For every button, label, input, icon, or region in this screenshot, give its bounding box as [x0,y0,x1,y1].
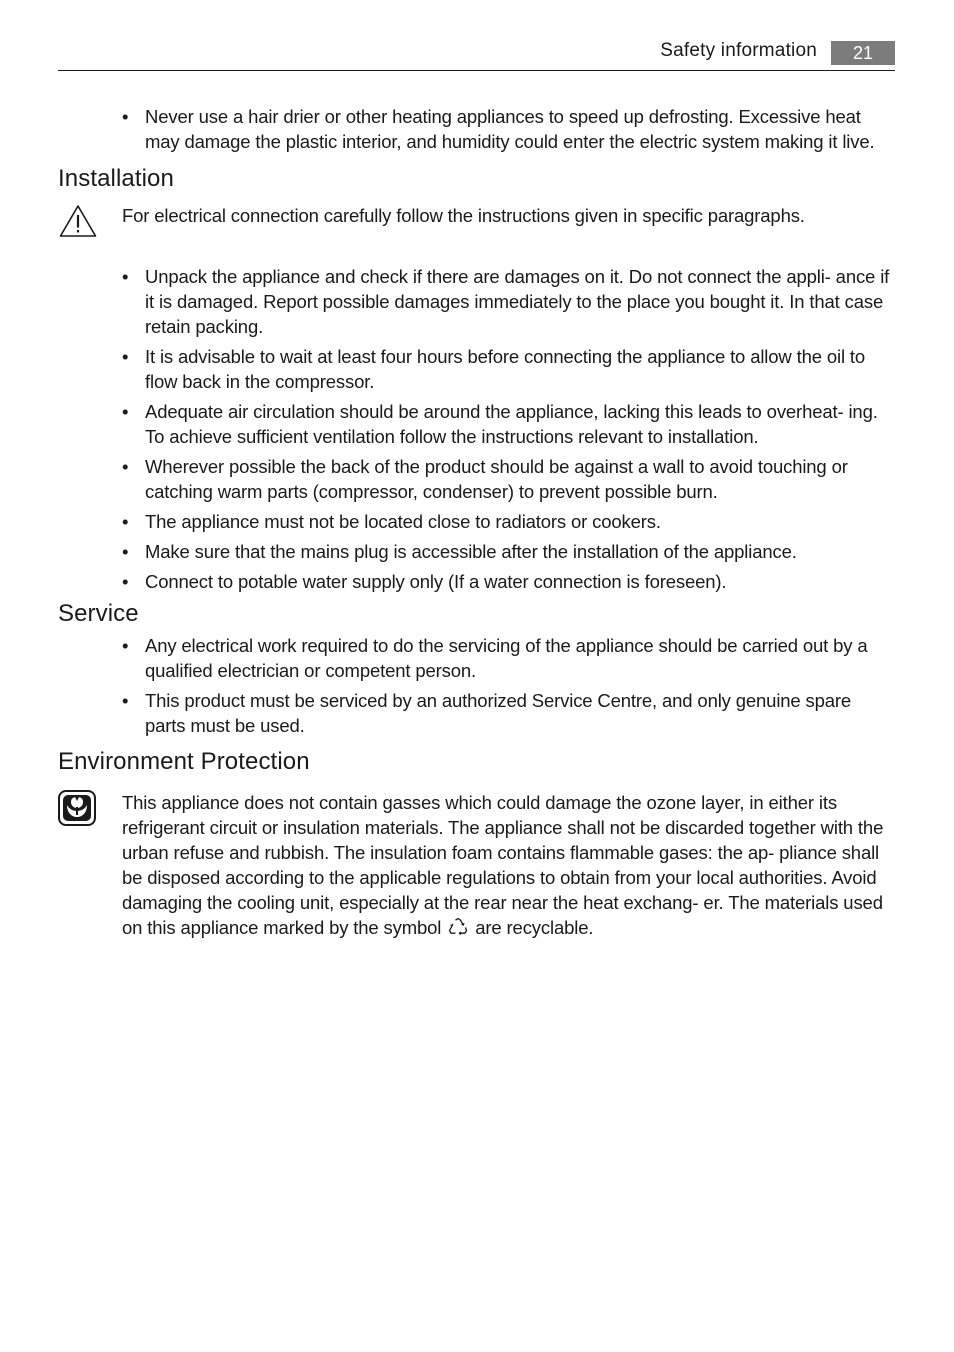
list-item [58,509,895,534]
list-item-text: Never use a hair drier or other heating appliances to speed up defrosting. Excessive heat may damage the plastic interior, and humidity could enter the electric system making it live. [145,106,875,152]
bullet-icon: • [122,511,129,532]
list-item [58,633,895,683]
list-item-text: Connect to potable water supply only (If a water connection is foreseen). [145,571,727,592]
list-item-text: Unpack the appliance and check if there are damages on it. Do not connect the appli- ance if it is damaged. Report possible damages immediately to the place you bought it. In that case retain packing. [145,266,890,337]
recycle-icon [448,917,468,943]
warning-triangle-icon [58,203,98,245]
bullet-icon: • [122,106,129,127]
warning-text: For electrical connection carefully follow the instructions given in specific paragraphs. [122,205,805,226]
page-number: 21 [831,41,895,65]
list-item [58,344,895,394]
list-item-text: Adequate air circulation should be around the appliance, lacking this leads to overheat- ing. To achieve sufficient ventilation follow the instructions relevant to installation. [145,401,878,447]
intro-bullet-list [58,104,895,154]
list-item [58,264,895,339]
list-item-text: This product must be serviced by an authorized Service Centre, and only genuine spare parts must be used. [145,690,852,736]
bullet-icon: • [122,456,129,477]
environment-text-end: are recyclable. [475,917,594,938]
list-item [58,569,895,594]
environment-note [58,790,895,943]
list-item-text: Wherever possible the back of the product should be against a wall to avoid touching or catching warm parts (compressor, condenser) to prevent possible burn. [145,456,848,502]
list-item-text: It is advisable to wait at least four hours before connecting the appliance to allow the oil to flow back in the compressor. [145,346,866,392]
bullet-icon: • [122,541,129,562]
page-content [58,104,895,943]
list-item [58,104,895,154]
list-item-text: Make sure that the mains plug is accessible after the installation of the appliance. [145,541,797,562]
list-item [58,454,895,504]
list-item [58,399,895,449]
installation-warning-note [58,203,895,228]
section-title-installation: Installation [58,165,174,192]
section-title-service: Service [58,600,139,627]
environment-flower-icon [58,790,96,832]
page-header [58,36,895,71]
list-item-text: The appliance must not be located close to radiators or cookers. [145,511,661,532]
list-item [58,539,895,564]
bullet-icon: • [122,690,129,711]
bullet-icon: • [122,571,129,592]
header-title: Safety information [660,40,817,61]
list-item-text: Any electrical work required to do the servicing of the appliance should be carried out by a qualified electrician or competent person. [145,635,868,681]
bullet-icon: • [122,346,129,367]
service-bullet-list [58,633,895,738]
section-title-environment: Environment Protection [58,748,310,775]
bullet-icon: • [122,401,129,422]
bullet-icon: • [122,635,129,656]
list-item [58,688,895,738]
bullet-icon: • [122,266,129,287]
installation-bullet-list [58,264,895,594]
environment-text-start: This appliance does not contain gasses which could damage the ozone layer, in either its refrigerant circuit or insulation materials. The appliance shall not be discarded together with the urban refuse and rubbish. The insulation foam contains flammable gases: the ap- pliance shall be disposed according to the applicable regulations to obtain from your local authorities. Avoid damaging the cooling unit, especially at the rear near the heat exchang- er. The materials used on this appliance marked by the symbol [122,792,884,938]
